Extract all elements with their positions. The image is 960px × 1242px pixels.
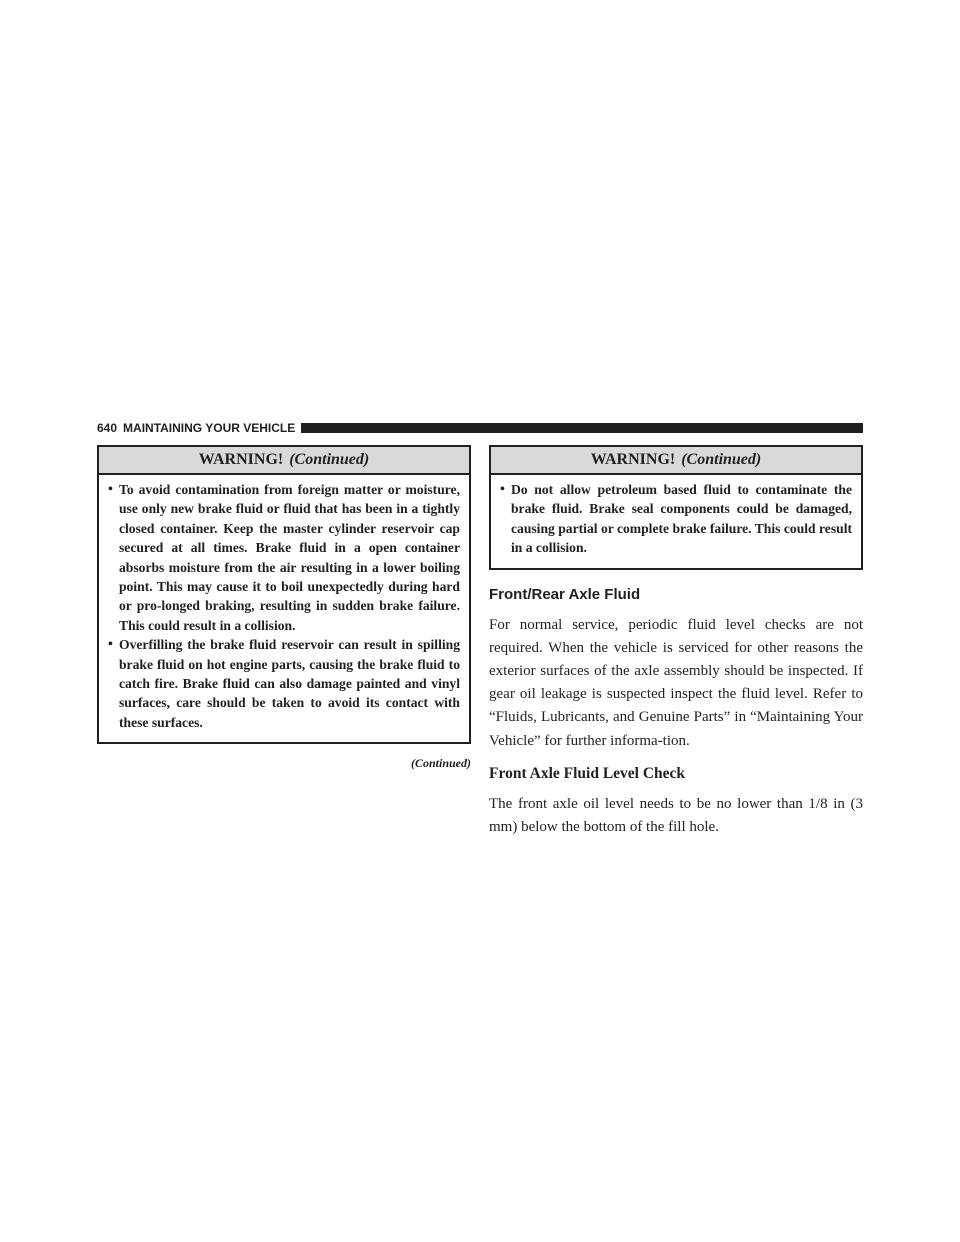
left-column — [97, 445, 471, 771]
warning-bullet — [500, 480, 852, 558]
warning-bullet — [108, 635, 460, 732]
page-header — [97, 418, 863, 438]
warning-box-right — [489, 445, 863, 570]
warning-body — [491, 475, 861, 568]
section-title: MAINTAINING YOUR VEHICLE — [123, 421, 296, 435]
warning-header — [491, 447, 861, 475]
continued-note: (Continued) — [410, 756, 471, 771]
bullet-text: Overfilling the brake fluid reservoir can result in spilling brake fluid on hot engine parts, causing the brake fluid to catch fire. Brake fluid can also damage painted and vinyl surfaces, care should be taken to avoid its contact with these surfaces. — [119, 637, 460, 730]
bullet-icon: • — [108, 637, 113, 653]
body-paragraph-2: The front axle oil level needs to be no lower than 1/8 in (3 mm) below the bottom of the fill hole. — [489, 795, 863, 836]
right-column — [489, 445, 863, 839]
body-paragraph: For normal service, periodic fluid level checks are not required. When the vehicle is serviced for other reasons the exterior surfaces of the axle assembly should be inspected. If gear oil leakage is suspected inspect the fluid level. Refer to “Fluids, Lubricants, and Genuine Parts” in “Maintaining Your Vehicle” for further informa-tion. — [489, 616, 863, 749]
warning-continued: (Continued) — [289, 451, 370, 468]
page-number: 640 — [97, 421, 118, 435]
warning-bullet — [108, 480, 460, 635]
warning-title: WARNING! — [198, 451, 284, 468]
warning-header — [99, 447, 469, 475]
bullet-icon: • — [500, 482, 505, 497]
warning-body — [99, 475, 469, 742]
warning-box-left — [97, 445, 471, 744]
warning-title: WARNING! — [590, 451, 676, 468]
bullet-icon: • — [108, 482, 113, 497]
warning-continued: (Continued) — [681, 451, 762, 468]
subsection-heading: Front Axle Fluid Level Check — [489, 764, 686, 782]
header-rule — [301, 423, 863, 433]
section-heading: Front/Rear Axle Fluid — [489, 585, 641, 603]
bullet-text: To avoid contamination from foreign matter or moisture, use only new brake fluid or fluid that has been in a tightly closed container. Keep the master cylinder reservoir cap secured at all times. Brake fluid in a open container absorbs moisture from the air resulting in a lower boiling point. This may cause it to boil unexpectedly during hard or pro-longed braking, resulting in sudden brake failure. This could result in a collision. — [119, 482, 460, 633]
bullet-text: Do not allow petroleum based fluid to contaminate the brake fluid. Brake seal components could be damaged, causing partial or complete brake failure. This could result in a collision. — [511, 482, 852, 556]
